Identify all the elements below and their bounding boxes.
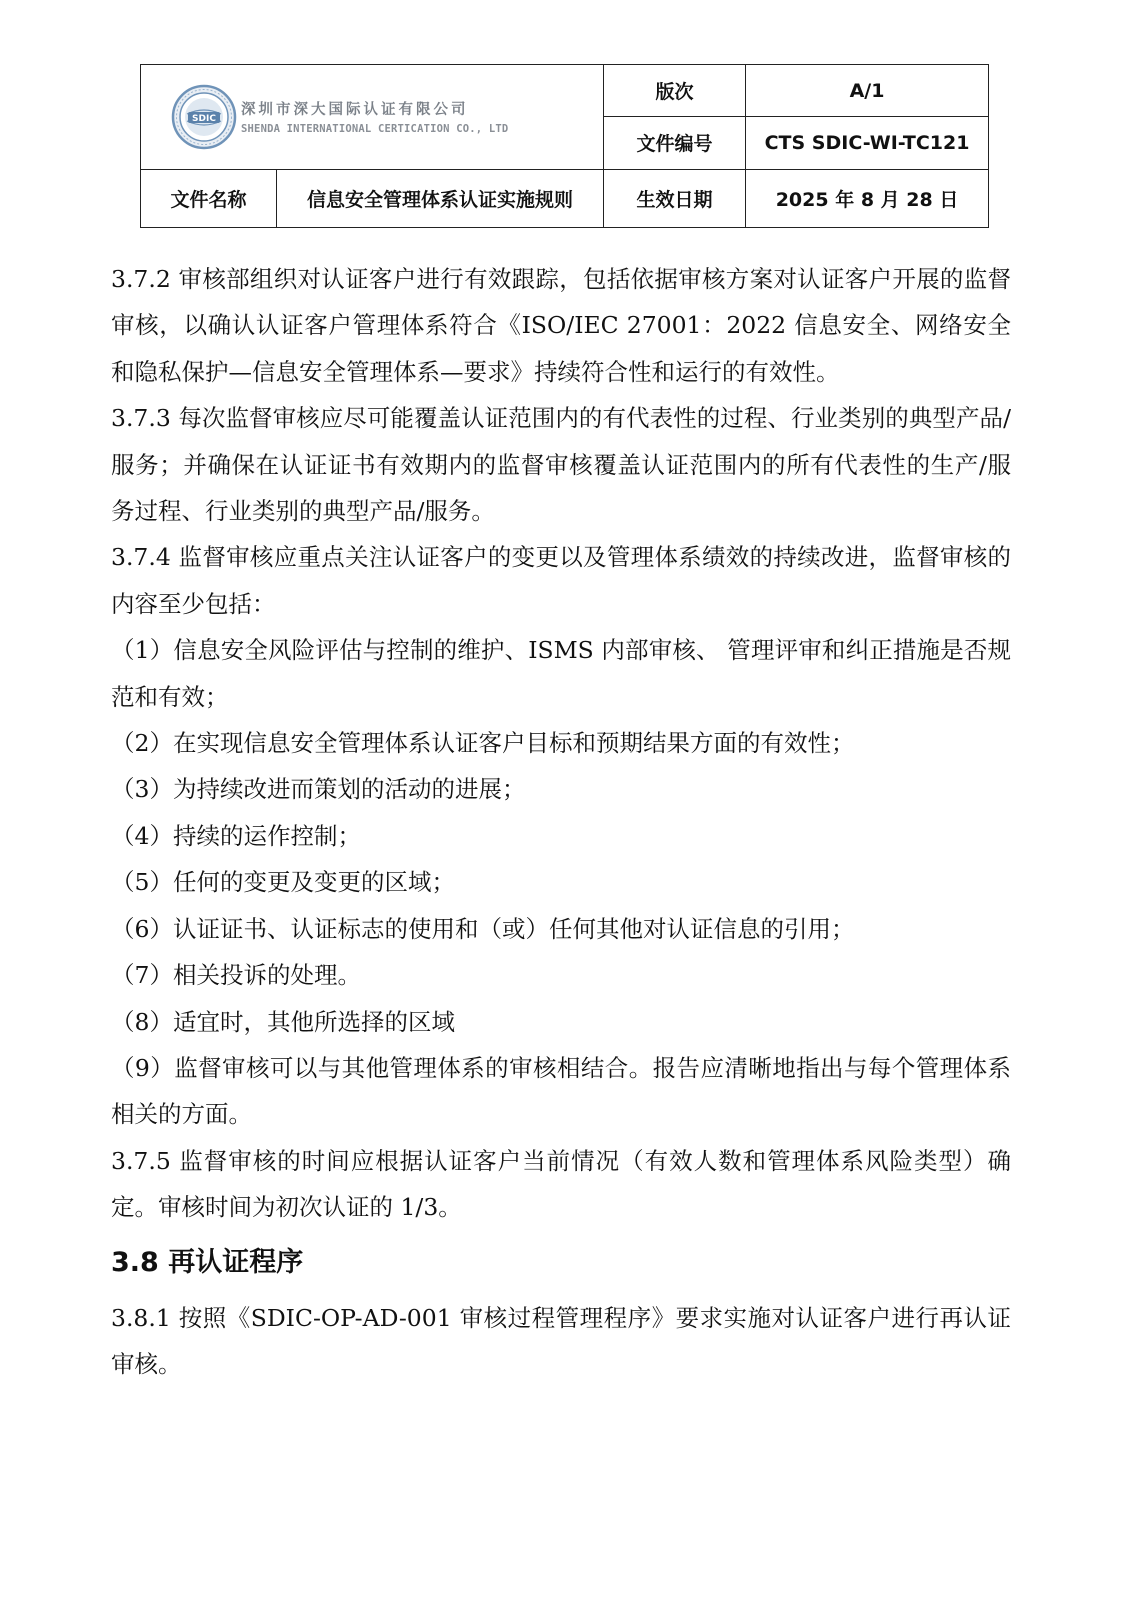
paragraph-3-8-1: 3.8.1 按照《SDIC-OP-AD-001 审核过程管理程序》要求实施对认证客户进行再认证审核。 [111, 1303, 1011, 1378]
document-header-table [140, 64, 989, 228]
paragraph-3-7-3: 3.7.3 每次监督审核应尽可能覆盖认证范围内的有代表性的过程、行业类别的典型产品/服务；并确保在认证证书有效期内的监督审核覆盖认证范围内的所有代表性的生产/服务过程、行业类别的典型产品/服务。 [111, 404, 1011, 526]
list-item: （1）信息安全风险评估与控制的维护、ISMS 内部审核、 管理评审和纠正措施是否规范和有效； [111, 636, 1011, 711]
list-item: （5）任何的变更及变更的区域； [111, 868, 455, 897]
section-heading-3-8: 3.8 再认证程序 [111, 1246, 304, 1278]
edition-label: 版次 [604, 65, 746, 117]
logo-text: SDIC [192, 113, 216, 124]
list-item: （8）适宜时，其他所选择的区域 [111, 1007, 455, 1036]
document-name-value: 信息安全管理体系认证实施规则 [277, 169, 604, 227]
paragraph-3-7-4: 3.7.4 监督审核应重点关注认证客户的变更以及管理体系绩效的持续改进，监督审核的内容至少包括： [111, 543, 1011, 618]
paragraph-3-7-5: 3.7.5 监督审核的时间应根据认证客户当前情况（有效人数和管理体系风险类型）确定。审核时间为初次认证的 1/3。 [111, 1146, 1011, 1222]
list-item: （9）监督审核可以与其他管理体系的审核相结合。报告应清晰地指出与每个管理体系相关的方面。 [111, 1053, 1011, 1129]
list-item: （2）在实现信息安全管理体系认证客户目标和预期结果方面的有效性； [111, 729, 855, 758]
company-name-cn: 深圳市深大国际认证有限公司 [241, 102, 469, 119]
list-item: （6）认证证书、认证标志的使用和（或）任何其他对认证信息的引用； [111, 914, 855, 943]
company-name-en: SHENDA INTERNATIONAL CERTICATION CO., LTD [241, 123, 509, 136]
company-logo-cell [141, 65, 604, 170]
document-name-label: 文件名称 [141, 169, 277, 227]
list-item: （7）相关投诉的处理。 [111, 961, 361, 990]
company-logo [171, 84, 237, 150]
effective-date-label: 生效日期 [604, 169, 746, 227]
document-number-label: 文件编号 [604, 117, 746, 169]
list-item: （4）持续的运作控制； [111, 821, 361, 850]
document-number-value: CTS SDIC-WI-TC121 [746, 117, 989, 169]
document-body [111, 256, 1011, 1387]
list-item: （3）为持续改进而策划的活动的进展； [111, 775, 526, 804]
effective-date-value: 2025 年 8 月 28 日 [746, 169, 989, 227]
edition-value: A/1 [746, 65, 989, 117]
paragraph-3-7-2: 3.7.2 审核部组织对认证客户进行有效跟踪，包括依据审核方案对认证客户开展的监督审核，以确认认证客户管理体系符合《ISO/IEC 27001：2022 信息安全、网络安全和隐私保护—信息安全管理体系—要求》持续符合性和运行的有效性。 [111, 265, 1011, 386]
